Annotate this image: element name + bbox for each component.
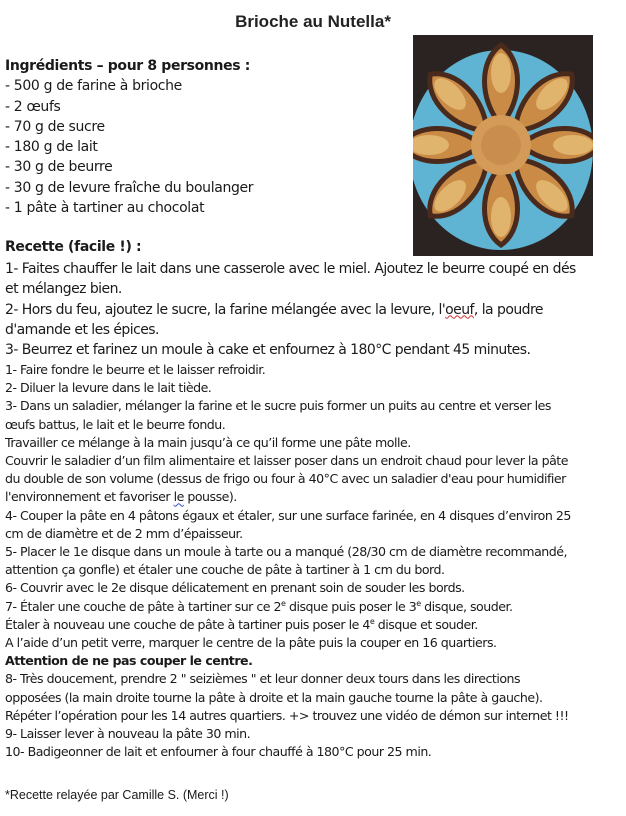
- step-line: opposées (la main droite tourne la pâte à droite et la main gauche tourne la pâte à gauche).: [5, 689, 543, 705]
- step-line: [5, 616, 620, 634]
- ingredient-item: - 30 g de beurre: [5, 159, 113, 176]
- grammar-check-word[interactable]: le: [173, 489, 184, 505]
- step-text: disque, souder.: [420, 598, 513, 614]
- step-line: 3- Dans un saladier, mélanger la farine et le sucre puis former un puits au centre et verser les: [5, 398, 551, 414]
- ingredient-item: - 70 g de sucre: [5, 118, 105, 135]
- step-line: 5- Placer le 1e disque dans un moule à tarte ou a manqué (28/30 cm de diamètre recommandé,: [5, 544, 568, 560]
- superscript: e: [281, 598, 286, 608]
- step-line: 10- Badigeonner de lait et enfourner à four chauffé à 180°C pour 25 min.: [5, 744, 432, 760]
- spellcheck-word[interactable]: oeuf: [445, 301, 474, 318]
- ingredients-section: [5, 56, 253, 218]
- brioche-photo: [413, 35, 593, 256]
- ingredient-item: - 2 œufs: [5, 98, 61, 115]
- step-line: cm de diamètre et de 2 mm d’épaisseur.: [5, 525, 243, 541]
- step-line: d'amande et les épices.: [5, 321, 159, 338]
- step-line: 1- Faire fondre le beurre et le laisser refroidir.: [5, 362, 266, 377]
- step-text: pousse).: [183, 489, 237, 505]
- recipe-intro-steps: [5, 259, 620, 360]
- ingredients-heading: Ingrédients – pour 8 personnes :: [5, 58, 251, 74]
- step-line: [5, 598, 620, 616]
- step-text: disque puis poser le 3: [285, 598, 417, 614]
- warning-text: Attention de ne pas couper le centre.: [5, 653, 253, 669]
- step-line: Couvrir le saladier d’un film alimentaire et laisser poser dans un endroit chaud pour lever la pâte: [5, 453, 568, 469]
- recipe-steps: [5, 361, 620, 761]
- step-text: 2- Hors du feu, ajoutez le sucre, la farine mélangée avec la levure, l': [5, 301, 446, 318]
- step-line: 6- Couvrir avec le 2e disque délicatement en prenant soin de souder les bords.: [5, 580, 465, 596]
- step-text: disque et souder.: [374, 616, 478, 632]
- step-line: attention ça gonfle) et étaler une couche de pâte à tartiner à 1 cm du bord.: [5, 562, 445, 578]
- step-line: Travailler ce mélange à la main jusqu’à ce qu’il forme une pâte molle.: [5, 434, 411, 450]
- step-line: A l’aide d’un petit verre, marquer le centre de la pâte puis la couper en 16 quartiers.: [5, 635, 497, 651]
- footer-credit: *Recette relayée par Camille S. (Merci !): [5, 788, 229, 802]
- ingredient-item: - 1 pâte à tartiner au chocolat: [5, 200, 205, 217]
- step-text: l'environnement et favoriser: [5, 489, 174, 505]
- page-title: Brioche au Nutella*: [235, 12, 391, 31]
- step-line: 1- Faites chauffer le lait dans une casserole avec le miel. Ajoutez le beurre coupé en dés: [5, 261, 576, 277]
- step-line: Répéter l’opération pour les 14 autres quartiers. +> trouvez une vidéo de démon sur internet !!!: [5, 707, 569, 723]
- brioche-star-image: [413, 35, 593, 256]
- step-line: 3- Beurrez et farinez un moule à cake et enfournez à 180°C pendant 45 minutes.: [5, 342, 531, 359]
- step-line: 4- Couper la pâte en 4 pâtons égaux et étaler, sur une surface farinée, en 4 disques d’environ 25: [5, 507, 571, 523]
- superscript: e: [369, 616, 375, 626]
- step-line: 2- Diluer la levure dans le lait tiède.: [5, 380, 212, 396]
- step-line: du double de son volume (dessus de frigo ou four à 40°C avec un saladier d'eau pour humidifier: [5, 471, 566, 487]
- step-line: 9- Laisser lever à nouveau la pâte 30 min.: [5, 726, 251, 742]
- ingredient-item: - 500 g de farine à brioche: [5, 78, 182, 95]
- superscript: e: [416, 598, 421, 608]
- step-text: Étaler à nouveau une couche de pâte à tartiner puis poser le 4: [5, 616, 370, 632]
- step-text: , la poudre: [473, 301, 543, 318]
- recipe-heading: Recette (facile !) :: [5, 239, 142, 255]
- step-line: [5, 488, 620, 506]
- ingredient-item: - 30 g de levure fraîche du boulanger: [5, 179, 254, 196]
- step-line: œufs battus, le lait et le beurre fondu.: [5, 416, 226, 432]
- step-line: 8- Très doucement, prendre 2 " seizièmes " et leur donner deux tours dans les directions: [5, 671, 521, 687]
- step-line: et mélangez bien.: [5, 281, 122, 298]
- step-text: 7- Étaler une couche de pâte à tartiner sur ce 2: [5, 598, 282, 614]
- ingredient-item: - 180 g de lait: [5, 139, 98, 156]
- step-line: [5, 300, 620, 320]
